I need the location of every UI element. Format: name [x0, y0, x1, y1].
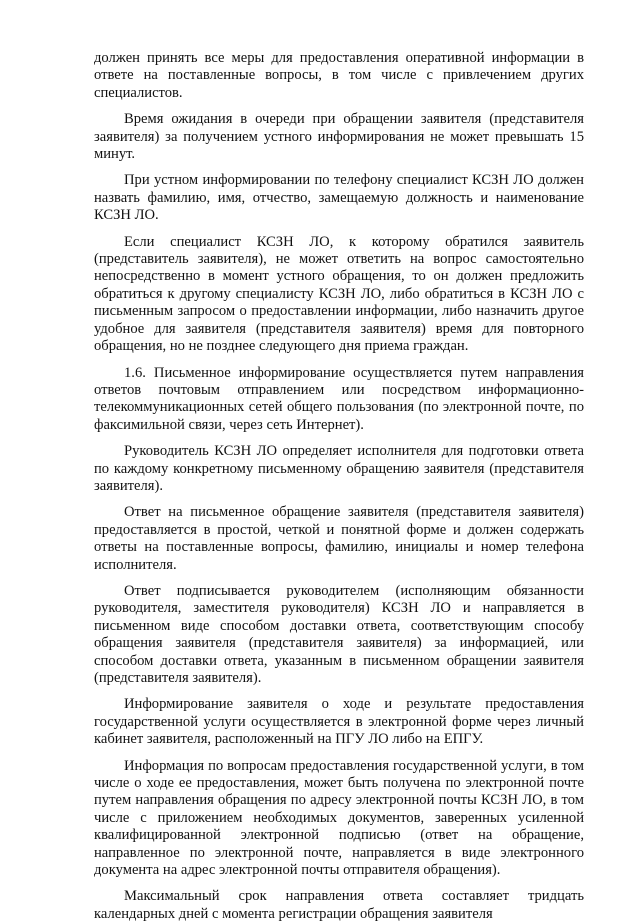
paragraph-electronic-status: Информирование заявителя о ходе и результате предоставления государственной услуги осуществляется в электронной форме через личный кабинет заявителя, расположенный на ПГУ ЛО либо на ЕПГУ.	[94, 696, 584, 748]
paragraph-head-assigns: Руководитель КСЗН ЛО определяет исполнителя для подготовки ответа по каждому конкретному письменному обращению заявителя (представителя заявителя).	[94, 443, 584, 494]
paragraph-max-term: Максимальный срок направления ответа составляет тридцать календарных дней с момента регистрации обращения заявителя	[94, 888, 584, 922]
paragraph-answer-form: Ответ на письменное обращение заявителя (представителя заявителя) предоставляется в простой, четкой и понятной форме и должен содержать ответы на поставленные вопросы, фамилию, инициалы и номер телефона исполнителя.	[94, 504, 584, 573]
paragraph-waiting-time: Время ожидания в очереди при обращении заявителя (представителя заявителя) за получением устного информирования не может превышать 15 минут.	[94, 111, 584, 163]
paragraph-written-info: 1.6. Письменное информирование осуществляется путем направления ответов почтовым отправлением или посредством информационно-телекоммуникационных сетей общего пользования (по электронной почте, по факсимильной связи, через сеть Интернет).	[94, 364, 584, 433]
paragraph-phone-info: При устном информировании по телефону специалист КСЗН ЛО должен назвать фамилию, имя, отчество, замещаемую должность и наименование КСЗН ЛО.	[94, 172, 584, 224]
paragraph-redirect: Если специалист КСЗН ЛО, к которому обратился заявитель (представитель заявителя), не может ответить на вопрос самостоятельно непосредственно в момент устного обращения, то он должен предложить обратиться к другому специалисту КСЗН ЛО, либо обратиться в КСЗН ЛО с письменным запросом о предоставлении информации, либо назначить другое удобное для заявителя (представителя заявителя) время для повторного обращения, но не позднее следующего дня приема граждан.	[94, 233, 584, 355]
paragraph-continuation: должен принять все меры для предоставления оперативной информации в ответе на поставленные вопросы, в том числе с привлечением других специалистов.	[94, 50, 584, 101]
paragraph-email-info: Информация по вопросам предоставления государственной услуги, в том числе о ходе ее предоставления, может быть получена по электронной почте путем направления обращения по адресу электронной почты КСЗН ЛО, в том числе с приложением необходимых документов, заверенных усиленной квалифицированной электронной подписью (ответ на обращение, направленное по электронной почте, направляется в виде электронного документа на адрес электронной почты отправителя обращения).	[94, 757, 584, 879]
paragraph-answer-signed: Ответ подписывается руководителем (исполняющим обязанности руководителя, заместителя руководителя) КСЗН ЛО и направляется в письменном виде способом доставки ответа, соответствующим способу обращения заявителя (представителя заявителя) за информацией, или способом доставки ответа, указанным в письменном обращении заявителя (представителя заявителя).	[94, 582, 584, 686]
